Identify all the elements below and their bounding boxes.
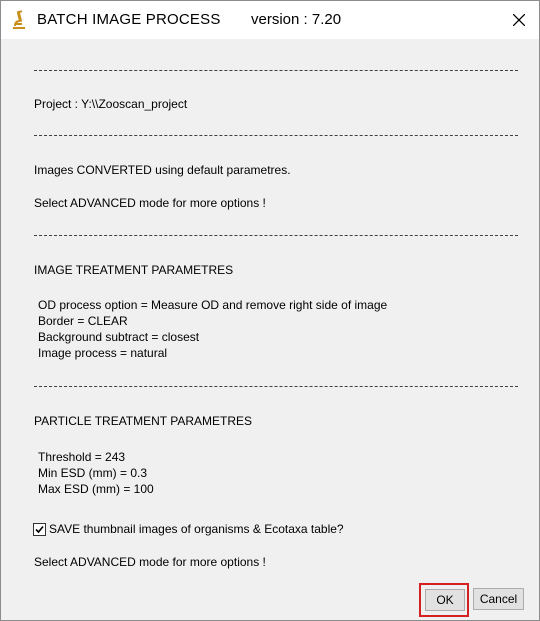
separator bbox=[34, 386, 518, 387]
close-button[interactable] bbox=[498, 1, 539, 39]
thumbnail-checkbox-label[interactable]: SAVE thumbnail images of organisms & Ecotaxa table? bbox=[49, 522, 344, 536]
min-esd-param: Min ESD (mm) = 0.3 bbox=[38, 466, 148, 480]
separator bbox=[34, 235, 518, 236]
particle-treatment-heading: PARTICLE TREATMENT PARAMETRES bbox=[34, 414, 253, 428]
title-bar bbox=[1, 1, 539, 39]
border-param: Border = CLEAR bbox=[38, 314, 128, 328]
image-process-param: Image process = natural bbox=[38, 346, 168, 360]
image-treatment-heading: IMAGE TREATMENT PARAMETRES bbox=[34, 263, 234, 277]
version-label: version : 7.20 bbox=[251, 11, 342, 28]
ok-button[interactable]: OK bbox=[425, 589, 465, 611]
separator bbox=[34, 70, 518, 71]
separator bbox=[34, 135, 518, 136]
threshold-param: Threshold = 243 bbox=[38, 450, 126, 464]
advanced-mode-hint: Select ADVANCED mode for more options ! bbox=[34, 196, 266, 210]
close-icon bbox=[513, 14, 525, 26]
window-title: BATCH IMAGE PROCESS bbox=[37, 11, 221, 28]
footer-advanced-hint: Select ADVANCED mode for more options ! bbox=[34, 555, 266, 569]
dialog-content bbox=[1, 39, 539, 620]
thumbnail-checkbox[interactable] bbox=[33, 523, 46, 536]
cancel-button[interactable]: Cancel bbox=[473, 588, 524, 610]
microscope-icon bbox=[11, 10, 27, 30]
checkmark-icon bbox=[34, 524, 45, 535]
project-path: Project : Y:\\Zooscan_project bbox=[34, 97, 188, 111]
od-process-param: OD process option = Measure OD and remove right side of image bbox=[38, 298, 388, 312]
background-subtract-param: Background subtract = closest bbox=[38, 330, 200, 344]
conversion-status: Images CONVERTED using default parametres. bbox=[34, 163, 291, 177]
max-esd-param: Max ESD (mm) = 100 bbox=[38, 482, 154, 496]
